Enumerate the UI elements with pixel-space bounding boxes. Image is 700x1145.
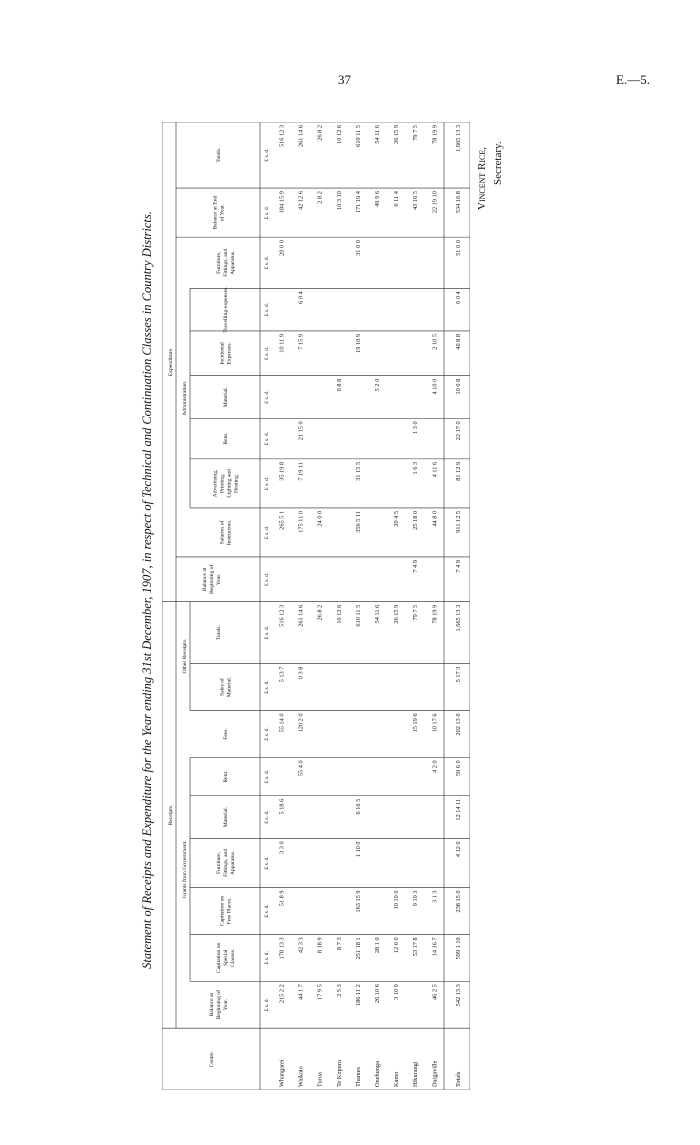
totals-cell: 59 6 0 <box>455 760 462 777</box>
signature-role: Secretary. <box>492 141 504 185</box>
totals-cell: 4 12 0 <box>455 841 462 858</box>
expenditure-header: Expenditure. <box>168 347 174 377</box>
table-cell: 49 9 6 <box>374 191 382 207</box>
centre-name: Waikato <box>297 1066 305 1087</box>
centre-name: Thames <box>354 1067 362 1087</box>
table-cell: 26 8 2 <box>316 604 324 621</box>
totals-cell: 238 15 0 <box>455 890 462 913</box>
table-cell: 215 2 2 <box>278 984 286 1004</box>
unit-label: £ s. d. <box>264 727 270 741</box>
column-header: Furniture,Fittings, andApparatus. <box>216 848 236 877</box>
table-cell: 4 11 6 <box>431 461 439 478</box>
totals-cell: 40 8 8 <box>455 333 462 350</box>
column-header: Capitation onFree Places. <box>219 895 233 927</box>
unit-label: £ s. d. <box>264 810 270 824</box>
table-cell: 5 18 6 <box>278 798 286 815</box>
column-header: Fees. <box>223 728 229 740</box>
table-cell: 28 1 0 <box>374 937 382 954</box>
table-cell: 3 3 0 <box>278 841 286 854</box>
table-cell: 55 14 0 <box>278 713 286 733</box>
totals-cell: 22 17 0 <box>455 421 462 441</box>
statement-table <box>162 122 470 1090</box>
page-reference: E.—5. <box>616 72 650 87</box>
table-cell: 7 15 9 <box>297 333 305 350</box>
table-cell: 171 19 4 <box>354 191 362 214</box>
table-cell: 35 19 8 <box>278 461 286 481</box>
administration-header: Administration. <box>182 380 188 416</box>
table-cell: 42 3 3 <box>297 937 305 954</box>
table-cell: 5 2 0 <box>374 378 382 392</box>
unit-label: £ s. d. <box>264 148 270 162</box>
unit-label: £ s. d. <box>264 625 270 640</box>
table-cell: 163 15 9 <box>354 890 362 913</box>
table-cell: 10 12 6 <box>335 604 343 624</box>
table-cell: 3 10 9 <box>393 984 401 1001</box>
table-cell: 1 6 3 <box>412 461 420 475</box>
totals-cell: 7 4 9 <box>455 559 462 573</box>
table-cell: 175 11 0 <box>297 510 305 533</box>
table-cell: 51 8 9 <box>278 890 286 907</box>
totals-cell: 6 0 4 <box>455 291 462 304</box>
table-cell: 44 8 0 <box>431 510 439 527</box>
totals-cell: 599 1 10 <box>455 937 462 960</box>
unit-label: £ s. d. <box>264 680 270 694</box>
table-cell: 184 15 9 <box>278 191 286 214</box>
table-cell: 10 3 10 <box>335 191 343 210</box>
column-header: IncidentalExpenses. <box>219 342 233 365</box>
table-cell: 44 1 7 <box>297 984 305 1001</box>
signature-name: Vincent Rice, <box>476 147 488 210</box>
table-cell: 79 7 5 <box>412 125 420 141</box>
table-cell: 10 17 6 <box>431 713 439 733</box>
totals-cell: 51 0 0 <box>455 240 462 256</box>
column-header: Balance at Endof Year. <box>212 195 226 230</box>
table-cell: 610 11 5 <box>354 125 362 147</box>
totals-cell: 81 12 9 <box>455 461 462 481</box>
centre-name: Whangarei <box>278 1059 286 1087</box>
table-cell: 24 0 0 <box>316 510 324 527</box>
table-cell: 42 12 6 <box>297 191 305 210</box>
totals-cell: 534 16 8 <box>455 191 462 214</box>
unit-label: £ s. d. <box>264 205 270 220</box>
table-cell: 251 18 1 <box>354 937 362 960</box>
table-cell: 120 2 0 <box>297 713 305 733</box>
column-header: Sales ofMaterial. <box>219 676 233 698</box>
unit-label: £ s. d. <box>264 346 270 361</box>
column-header: Material. <box>223 806 229 828</box>
table-cell: 26 10 6 <box>374 984 382 1004</box>
unit-label: £ s. d. <box>264 904 270 918</box>
table-cell: 54 11 6 <box>374 125 382 144</box>
table-cell: 14 16 7 <box>431 937 439 957</box>
unit-label: £ s. d. <box>264 769 270 784</box>
table-cell: 3 1 3 <box>431 890 439 904</box>
table-cell: 356 5 11 <box>354 510 362 533</box>
table-cell: 2 8 2 <box>316 191 324 204</box>
table-cell: 0 3 8 <box>297 666 305 680</box>
table-cell: 26 15 9 <box>393 125 401 144</box>
table-cell: 15 19 6 <box>412 713 420 733</box>
column-header: Rent. <box>223 770 229 783</box>
totals-cell: 1,665 13 3 <box>455 604 462 632</box>
table-cell: 53 17 8 <box>412 937 420 957</box>
column-header: Material. <box>223 386 229 408</box>
centre-name: Kamo <box>393 1071 401 1087</box>
table-cell: 78 19 9 <box>431 604 439 624</box>
table-cell: 6 0 4 <box>297 291 305 304</box>
centre-name: Turua <box>316 1072 324 1087</box>
column-header: Totals. <box>216 147 222 163</box>
table-cell: 516 12 3 <box>278 125 286 148</box>
table-cell: 21 15 0 <box>297 421 305 441</box>
table-cell: 10 11 9 <box>278 333 286 353</box>
table-cell: 25 18 0 <box>412 510 420 530</box>
table-cell: 8 18 9 <box>316 937 324 954</box>
column-header: Balance atBeginning ofYear. <box>209 990 229 1020</box>
table-cell: 22 19 10 <box>431 191 439 214</box>
grants-header: Grants from Government. <box>182 840 188 899</box>
table-cell: 43 16 5 <box>412 191 420 210</box>
table-cell: 10 12 6 <box>335 125 343 144</box>
table-cell: 0 8 8 <box>335 378 343 392</box>
page-number: 37 <box>338 72 351 87</box>
column-header: Advertising,Printing,Lighting andHeating. <box>212 469 240 498</box>
column-header: Travelling-expenses. <box>223 286 229 333</box>
centre-name: Dargaville <box>431 1060 439 1087</box>
column-header: Rent. <box>223 432 229 445</box>
totals-cell: 911 12 5 <box>455 510 462 533</box>
totals-cell: 10 0 8 <box>455 378 462 395</box>
column-header: Totals. <box>216 625 222 641</box>
totals-cell: 1,665 13 3 <box>455 125 462 152</box>
other-receipts-header: Other Receipts. <box>182 638 188 674</box>
totals-label: Totals <box>455 1071 462 1087</box>
table-cell: 178 13 3 <box>278 937 286 960</box>
table-cell: 7 4 9 <box>412 559 420 573</box>
rotated-statement <box>140 110 540 1110</box>
table-cell: 2 5 3 <box>335 984 343 997</box>
table-cell: 4 2 0 <box>431 760 439 773</box>
centre-name: Te Kopuru <box>335 1059 343 1087</box>
table-cell: 1 10 0 <box>354 841 362 858</box>
unit-label: £ s. d. <box>264 998 270 1012</box>
table-cell: 19 10 9 <box>354 333 362 353</box>
table-cell: 6 11 4 <box>393 191 401 207</box>
totals-cell: 202 13 0 <box>455 713 462 736</box>
table-cell: 20 4 5 <box>393 510 401 527</box>
table-cell: 1 3 0 <box>412 421 420 434</box>
table-cell: 610 11 5 <box>354 604 362 627</box>
totals-cell: 5 17 3 <box>455 666 462 683</box>
statement-title: Statement of Receipts and Expenditure for the Year ending 31st December, 1907, in respect of Technical and Continuation Classes in Country Districts. <box>140 211 154 969</box>
table-cell: 55 4 0 <box>297 760 305 777</box>
unit-label: £ s. d. <box>264 476 270 491</box>
table-cell: 8 7 3 <box>335 937 343 950</box>
table-cell: 46 2 5 <box>431 984 439 1001</box>
table-cell: 7 19 11 <box>297 461 305 481</box>
unit-label: £ s. d. <box>264 302 270 317</box>
table-cell: 261 14 6 <box>297 125 305 148</box>
table-cell: 17 9 5 <box>316 984 324 1001</box>
centre-name: Onehunga <box>374 1061 382 1087</box>
table-cell: 26 15 9 <box>393 604 401 624</box>
totals-cell: 542 13 3 <box>455 984 462 1007</box>
unit-label: £ s. d. <box>264 525 270 540</box>
table-cell: 2 10 5 <box>431 333 439 350</box>
receipts-header: Receipts. <box>168 804 174 826</box>
unit-label: £ s. d. <box>264 951 270 965</box>
table-cell: 516 12 3 <box>278 604 286 627</box>
unit-label: £ s. d. <box>264 390 270 404</box>
table-cell: 186 11 2 <box>354 984 362 1007</box>
table-cell: 54 11 6 <box>374 604 382 624</box>
column-header: Balance atBeginning ofYear. <box>202 564 222 595</box>
table-cell: 265 5 1 <box>278 510 286 530</box>
unit-label: £ s. d. <box>264 572 270 587</box>
table-cell: 4 10 0 <box>431 378 439 395</box>
table-cell: 10 19 0 <box>393 890 401 910</box>
unit-label: £ s. d. <box>264 431 270 446</box>
unit-label: £ s. d. <box>264 256 270 270</box>
table-cell: 6 16 5 <box>354 798 362 815</box>
table-cell: 78 19 9 <box>431 125 439 144</box>
table-cell: 20 0 0 <box>278 240 286 256</box>
table-cell: 261 14 6 <box>297 604 305 627</box>
column-header: Centre. <box>209 1050 215 1068</box>
column-header: Salaries ofInstructors. <box>219 519 233 546</box>
column-header: Furniture,Fittings, andApparatus. <box>216 248 236 277</box>
unit-label: £ s. d. <box>264 856 270 870</box>
table-cell: 9 10 3 <box>412 890 420 907</box>
table-cell: 26 8 2 <box>316 125 324 141</box>
column-header: Capitation onSpecialClasses. <box>216 942 236 973</box>
table-cell: 5 13 7 <box>278 666 286 683</box>
table-cell: 31 15 5 <box>354 461 362 481</box>
table-cell: 31 0 0 <box>354 240 362 256</box>
centre-name: Hikurangi <box>412 1061 420 1087</box>
totals-cell: 12 14 11 <box>455 798 462 821</box>
table-cell: 79 7 5 <box>412 604 420 621</box>
table-cell: 12 6 0 <box>393 937 401 954</box>
